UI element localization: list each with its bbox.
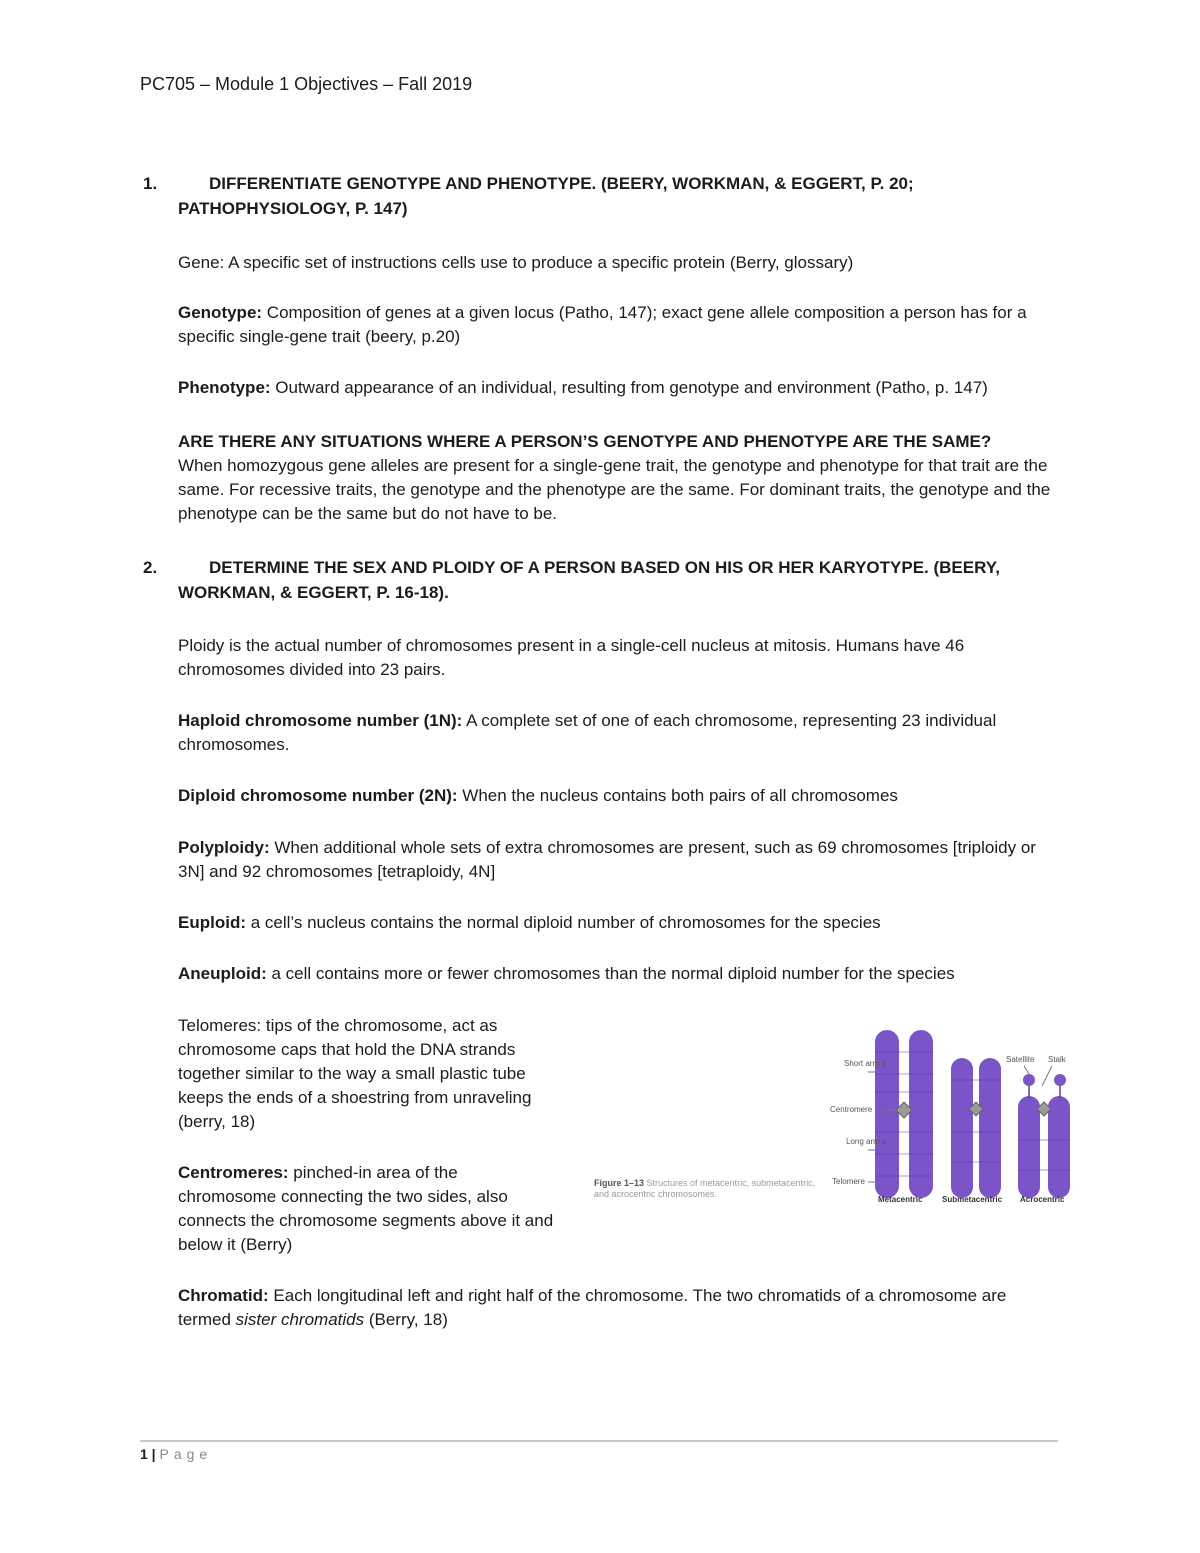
- diploid-definition: [178, 784, 1063, 808]
- polyploidy-text: When additional whole sets of extra chromosomes are present, such as 69 chromosomes [triploidy or 3N] and 92 chromosomes [tetraploidy, 4N]: [178, 838, 1036, 881]
- acrocentric-right-satellite: [1054, 1074, 1066, 1086]
- section-1-heading-line2: PATHOPHYSIOLOGY, P. 147): [178, 199, 408, 218]
- figure-caption-text: Structures of metacentric, submetacentric, and acrocentric chromosomes.: [594, 1178, 816, 1199]
- label-satellite: Satellite: [1006, 1055, 1035, 1064]
- page-footer: [140, 1446, 212, 1462]
- figure-caption: [594, 1178, 826, 1200]
- euploid-text: a cell’s nucleus contains the normal diploid number of chromosomes for the species: [245, 913, 881, 932]
- figure-caption-label: Figure 1–13: [594, 1178, 645, 1188]
- telomeres-definition: Telomeres: tips of the chromosome, act as chromosome caps that hold the DNA strands together similar to the way a small plastic tube keeps the ends of a shoestring from unraveling (berry, 18): [178, 1016, 532, 1131]
- chromosome-figure: [592, 1022, 1082, 1212]
- question-answer: When homozygous gene alleles are present for a single-gene trait, the genotype and phenotype for that trait are the same. For recessive traits, the genotype and the phenotype are the same. For dominant traits, the genotype and the phenotype can be the same but do not have to be.: [178, 456, 1051, 523]
- centromeres-term: Centromeres:: [178, 1163, 289, 1182]
- section-2-number: 2.: [143, 558, 158, 577]
- gene-term: Gene:: [178, 253, 225, 272]
- page-number: 1: [140, 1446, 148, 1462]
- metacentric-right-chromatid: [909, 1030, 933, 1198]
- chromatid-text: Each longitudinal left and right half of the chromosome. The two chromatids of a chromosome are termed: [178, 1286, 1007, 1329]
- footer-divider: [140, 1440, 1058, 1442]
- euploid-definition: [178, 911, 1063, 935]
- section-2-heading-line1: DETERMINE THE SEX AND PLOIDY OF A PERSON BASED ON HIS OR HER KARYOTYPE. (BEERY,: [209, 558, 1000, 577]
- genotype-text: Composition of genes at a given locus (Patho, 147); exact gene allele composition a person has for a specific single-gene trait (beery, p.20): [178, 303, 1027, 346]
- acrocentric-right-chromatid: [1048, 1096, 1070, 1198]
- haploid-text: A complete set of one of each chromosome, representing 23 individual chromosomes.: [178, 711, 997, 754]
- genotype-definition: [178, 301, 1063, 349]
- aneuploid-definition: [178, 962, 1063, 986]
- polyploidy-term: Polyploidy:: [178, 838, 270, 857]
- section-1-heading-line1: DIFFERENTIATE GENOTYPE AND PHENOTYPE. (BEERY, WORKMAN, & EGGERT, P. 20;: [209, 174, 914, 193]
- page-label: Page: [159, 1446, 213, 1462]
- gene-text: A specific set of instructions cells use to produce a specific protein (Berry, glossary): [224, 253, 854, 272]
- section-1-heading: [178, 171, 1058, 221]
- aneuploid-text: a cell contains more or fewer chromosomes than the normal diploid number for the species: [266, 964, 955, 983]
- label-stalk: Stalk: [1048, 1055, 1066, 1064]
- euploid-term: Euploid:: [178, 913, 246, 932]
- chromatid-term: Chromatid:: [178, 1286, 269, 1305]
- phenotype-text: Outward appearance of an individual, resulting from genotype and environment (Patho, p. 147): [270, 378, 988, 397]
- haploid-term: Haploid chromosome number (1N):: [178, 711, 463, 730]
- centromeres-definition: [178, 1161, 558, 1257]
- genotype-term: Genotype:: [178, 303, 263, 322]
- chromatid-tail: (Berry, 18): [364, 1310, 448, 1329]
- label-acrocentric: Acrocentric: [1020, 1195, 1065, 1204]
- label-submetacentric: Submetacentric: [942, 1195, 1003, 1204]
- page-separator: |: [147, 1446, 160, 1462]
- label-long-arm: Long arm q: [846, 1137, 887, 1146]
- label-metacentric: Metacentric: [878, 1195, 923, 1204]
- question-heading: ARE THERE ANY SITUATIONS WHERE A PERSON’S GENOTYPE AND PHENOTYPE ARE THE SAME?: [178, 432, 992, 451]
- metacentric-left-chromatid: [875, 1030, 899, 1198]
- gene-definition: [178, 251, 1063, 275]
- page-header: PC705 – Module 1 Objectives – Fall 2019: [140, 74, 473, 94]
- acrocentric-left-satellite: [1023, 1074, 1035, 1086]
- label-short-arm: Short arm p: [844, 1059, 886, 1068]
- polyploidy-definition: [178, 836, 1063, 884]
- centromeres-text: pinched-in area of the chromosome connecting the two sides, also connects the chromosome segments above it and below it (Berry): [178, 1163, 554, 1254]
- label-centromere: Centromere: [830, 1105, 873, 1114]
- section-2-heading: [178, 555, 1058, 605]
- section-1-number: 1.: [143, 174, 158, 193]
- phenotype-definition: [178, 376, 1063, 400]
- aneuploid-term: Aneuploid:: [178, 964, 267, 983]
- acrocentric-left-chromatid: [1018, 1096, 1040, 1198]
- chromosome-diagram: [592, 1022, 1082, 1212]
- section-2-heading-line2: WORKMAN, & EGGERT, P. 16-18).: [178, 583, 449, 602]
- chromatid-italic: sister chromatids: [235, 1310, 365, 1329]
- haploid-definition: [178, 709, 1063, 757]
- diploid-text: When the nucleus contains both pairs of all chromosomes: [457, 786, 898, 805]
- chromatid-definition: [178, 1284, 1063, 1332]
- submetacentric-right-chromatid: [979, 1058, 1001, 1198]
- submetacentric-left-chromatid: [951, 1058, 973, 1198]
- phenotype-term: Phenotype:: [178, 378, 271, 397]
- label-telomere: Telomere: [832, 1177, 865, 1186]
- genotype-phenotype-question: [178, 430, 1063, 526]
- ploidy-definition: Ploidy is the actual number of chromosomes present in a single-cell nucleus at mitosis. Humans have 46 chromosomes divided into 23 pairs.: [178, 636, 965, 679]
- diploid-term: Diploid chromosome number (2N):: [178, 786, 458, 805]
